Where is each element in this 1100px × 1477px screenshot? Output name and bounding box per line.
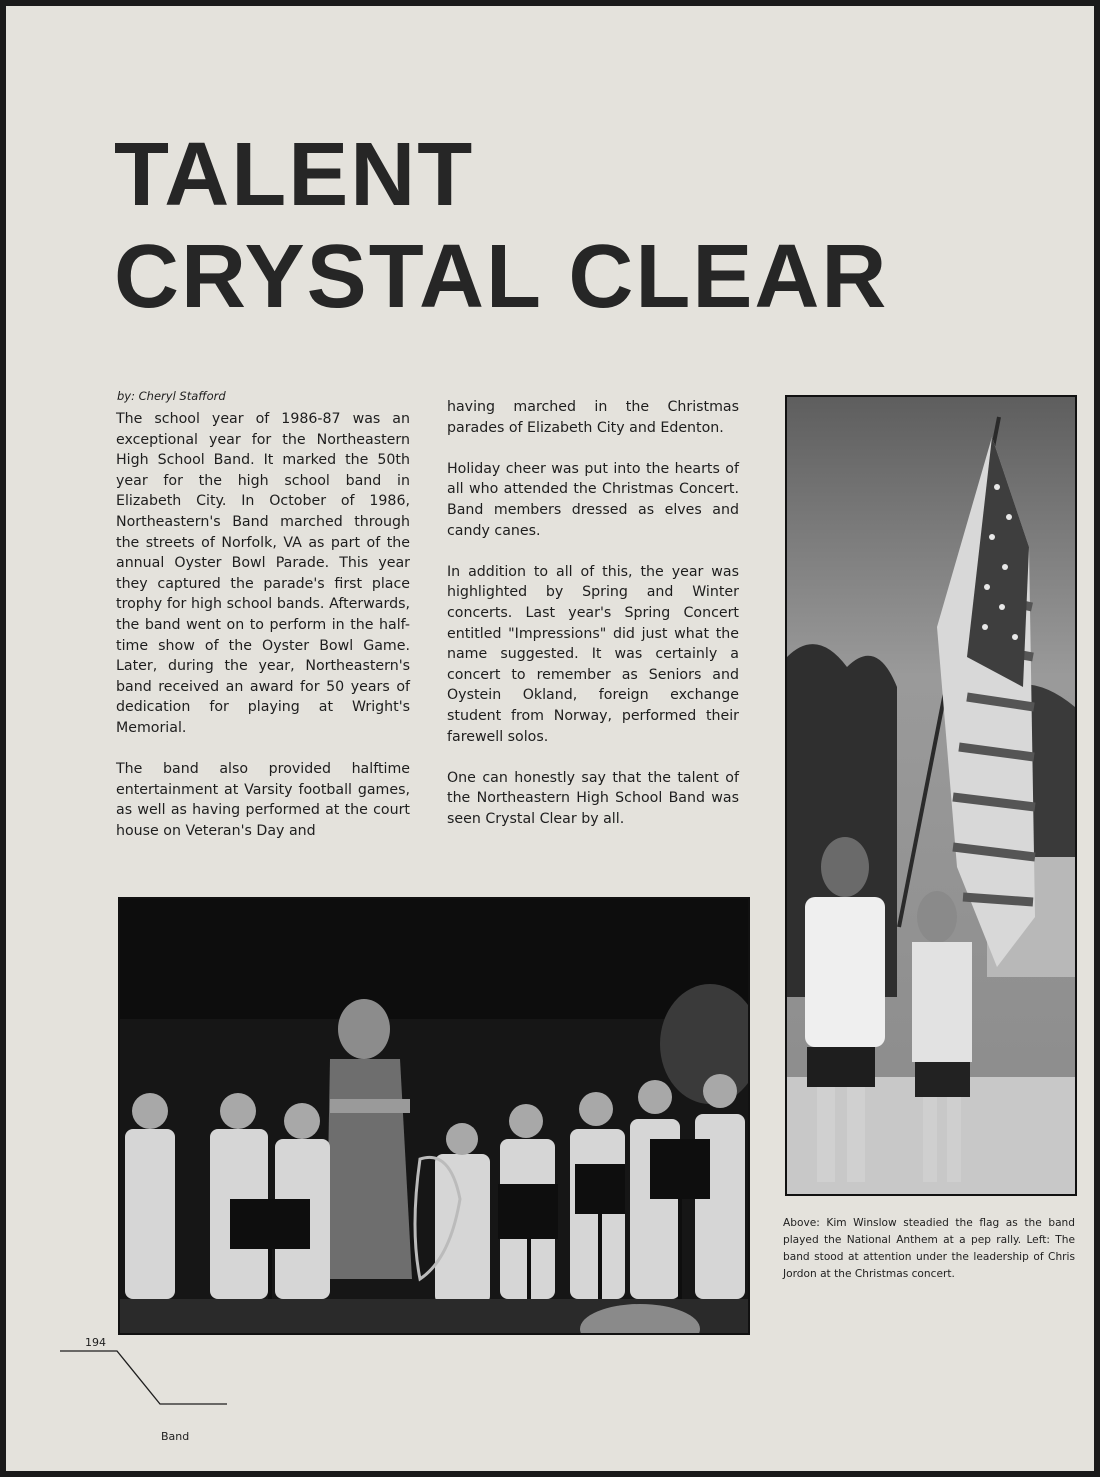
flag-bearer-photo	[785, 395, 1077, 1196]
yearbook-page	[6, 6, 1094, 1471]
article-column-1	[116, 388, 410, 862]
paragraph: The band also provided halftime entertainment at Varsity football games, as well as having performed at the court house on Veteran's Day and	[116, 761, 410, 839]
byline: by: Cheryl Stafford	[117, 389, 226, 403]
section-label: Band	[161, 1430, 190, 1443]
paragraph: The school year of 1986-87 was an exceptional year for the Northeastern High School Band. It marked the 50th year for the high school band in Elizabeth City. In October of 1986, Northeastern's Band marched through the streets of Norfolk, VA as part of the annual Oyster Bowl Parade. This year they captured the parade's first place trophy for high school bands. Afterwards, the band went on to perform in the half-time show of the Oyster Bowl Game. Later, during the year, Northeastern's band received an award for 50 years of dedication for playing at Wright's Memorial.	[116, 411, 410, 736]
title-line-1: TALENT	[114, 125, 475, 225]
bleed-through-text	[911, 86, 936, 176]
paragraph: having marched in the Christmas parades of Elizabeth City and Edenton.	[447, 399, 739, 436]
photo-caption: Above: Kim Winslow steadied the flag as the band played the National Anthem at a pep rally. Left: The band stood at attention under the leadership of Chris Jordon at the Christmas concert.	[783, 1217, 1075, 1280]
christmas-concert-photo	[118, 897, 750, 1335]
page-title	[114, 124, 888, 328]
article-column-2	[447, 397, 739, 850]
paragraph: One can honestly say that the talent of the Northeastern High School Band was seen Crystal Clear by all.	[447, 769, 739, 827]
page-number: 194	[85, 1336, 106, 1349]
paragraph: In addition to all of this, the year was highlighted by Spring and Winter concerts. Last year's Spring Concert entitled "Impressions" did just what the name suggested. It was certainly a concert to remember as Seniors and Oystein Okland, foreign exchange student from Norway, performed their farewell solos.	[447, 563, 739, 745]
title-line-2: CRYSTAL CLEAR	[114, 227, 889, 327]
paragraph: Holiday cheer was put into the hearts of all who attended the Christmas Concert. Band members dressed as elves and candy canes.	[447, 460, 739, 539]
folio-rule	[60, 1346, 240, 1446]
